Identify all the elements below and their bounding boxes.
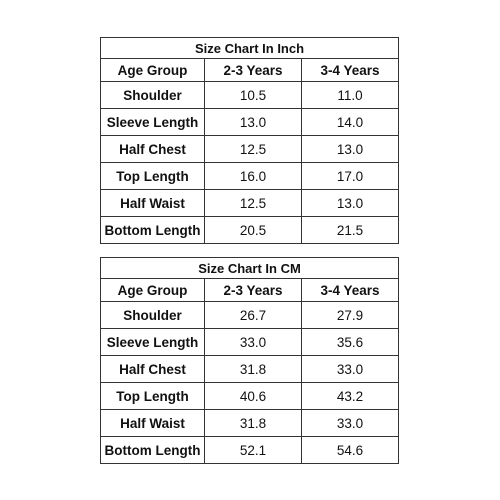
table-title-row: [101, 258, 399, 279]
table-cell: 33.0: [302, 410, 399, 437]
table-cell: 43.2: [302, 383, 399, 410]
row-label: Sleeve Length: [101, 109, 205, 136]
table-row: [101, 217, 399, 244]
size-chart-inch-table: [100, 37, 399, 244]
table-cell: 17.0: [302, 163, 399, 190]
row-label: Half Chest: [101, 356, 205, 383]
table-cell: 27.9: [302, 302, 399, 329]
table-cell: 52.1: [205, 437, 302, 464]
table-cell: 13.0: [205, 109, 302, 136]
table-row: [101, 82, 399, 109]
table-cell: 13.0: [302, 190, 399, 217]
row-label: Bottom Length: [101, 437, 205, 464]
row-label: Top Length: [101, 163, 205, 190]
table-row: [101, 410, 399, 437]
table-row: [101, 190, 399, 217]
row-label: Sleeve Length: [101, 329, 205, 356]
table-cell: 31.8: [205, 356, 302, 383]
table-cell: 26.7: [205, 302, 302, 329]
table-row: [101, 329, 399, 356]
column-header: 3-4 Years: [302, 279, 399, 302]
table-cell: 16.0: [205, 163, 302, 190]
table-row: [101, 302, 399, 329]
table-cell: 54.6: [302, 437, 399, 464]
row-label: Shoulder: [101, 82, 205, 109]
table-cell: 20.5: [205, 217, 302, 244]
column-header: Age Group: [101, 59, 205, 82]
row-label: Shoulder: [101, 302, 205, 329]
row-label: Half Waist: [101, 410, 205, 437]
table-title: Size Chart In Inch: [101, 38, 399, 59]
table-row: [101, 109, 399, 136]
column-header: 2-3 Years: [205, 279, 302, 302]
row-label: Top Length: [101, 383, 205, 410]
table-title: Size Chart In CM: [101, 258, 399, 279]
table-row: [101, 163, 399, 190]
column-header: 3-4 Years: [302, 59, 399, 82]
table-cell: 33.0: [205, 329, 302, 356]
table-cell: 33.0: [302, 356, 399, 383]
table-row: [101, 437, 399, 464]
column-header: Age Group: [101, 279, 205, 302]
row-label: Bottom Length: [101, 217, 205, 244]
column-header: 2-3 Years: [205, 59, 302, 82]
table-row: [101, 383, 399, 410]
table-cell: 13.0: [302, 136, 399, 163]
table-cell: 14.0: [302, 109, 399, 136]
size-chart-cm-table: [100, 257, 399, 464]
table-cell: 40.6: [205, 383, 302, 410]
table-cell: 21.5: [302, 217, 399, 244]
table-cell: 12.5: [205, 136, 302, 163]
table-cell: 10.5: [205, 82, 302, 109]
row-label: Half Chest: [101, 136, 205, 163]
table-cell: 11.0: [302, 82, 399, 109]
row-label: Half Waist: [101, 190, 205, 217]
table-cell: 31.8: [205, 410, 302, 437]
table-row: [101, 356, 399, 383]
table-title-row: [101, 38, 399, 59]
table-cell: 12.5: [205, 190, 302, 217]
table-header-row: [101, 59, 399, 82]
table-cell: 35.6: [302, 329, 399, 356]
table-header-row: [101, 279, 399, 302]
table-row: [101, 136, 399, 163]
